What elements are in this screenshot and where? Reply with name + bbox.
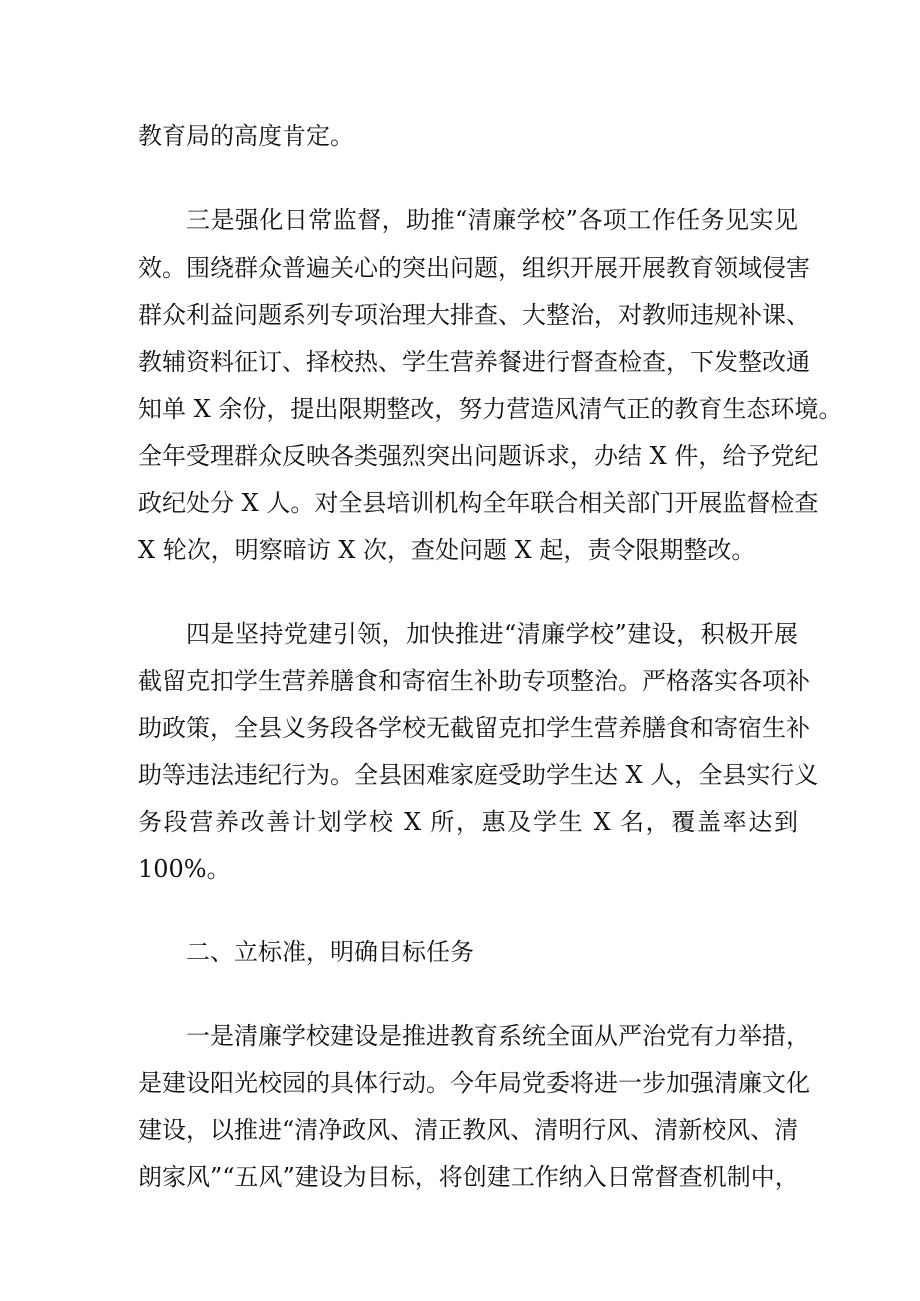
paragraph-line: 一是清廉学校建设是推进教育系统全面从严治党有力举措，	[186, 1022, 810, 1050]
paragraph-line: 全年受理群众反映各类强烈突出问题诉求，办结 X 件，给予党纪	[138, 442, 819, 470]
paragraph-line: 助等违法违纪行为。全县困难家庭受助学生达 X 人，全县实行义	[138, 761, 819, 789]
paragraph-line: 是建设阳光校园的具体行动。今年局党委将进一步加强清廉文化	[138, 1069, 810, 1097]
paragraph-line: 截留克扣学生营养膳食和寄宿生补助专项整治。严格落实各项补	[138, 667, 810, 695]
paragraph-line: 教育局的高度肯定。	[138, 122, 354, 150]
paragraph-line: 效。围绕群众普遍关心的突出问题，组织开展开展教育领域侵害	[138, 254, 810, 282]
paragraph-line: X 轮次，明察暗访 X 次，查处问题 X 起，责令限期整改。	[138, 536, 756, 564]
paragraph-line: 政纪处分 X 人。对全县培训机构全年联合相关部门开展监督检查	[138, 489, 819, 517]
paragraph-line: 群众利益问题系列专项治理大排查、大整治，对教师违规补课、	[138, 301, 810, 329]
paragraph-line: 四是坚持党建引领，加快推进“清廉学校”建设，积极开展	[186, 620, 798, 648]
section-heading: 二、立标准，明确目标任务	[186, 938, 474, 966]
paragraph-line: 教辅资料征订、择校热、学生营养餐进行督查检查，下发整改通	[138, 348, 810, 376]
paragraph-line: 朗家风”“五风”建设为目标，将创建工作纳入日常督查机制中，	[138, 1163, 799, 1191]
paragraph-line: 务段营养改善计划学校 X 所，惠及学生 X 名，覆盖率达到	[138, 808, 798, 836]
paragraph-line: 知单 X 余份，提出限期整改，努力营造风清气正的教育生态环境。	[138, 395, 843, 423]
paragraph-line: 建设，以推进“清净政风、清正教风、清明行风、清新校风、清	[138, 1116, 799, 1144]
paragraph-line: 100%。	[138, 855, 231, 883]
paragraph-line: 三是强化日常监督，助推“清廉学校”各项工作任务见实见	[186, 206, 798, 234]
paragraph-line: 助政策，全县义务段各学校无截留克扣学生营养膳食和寄宿生补	[138, 714, 810, 742]
